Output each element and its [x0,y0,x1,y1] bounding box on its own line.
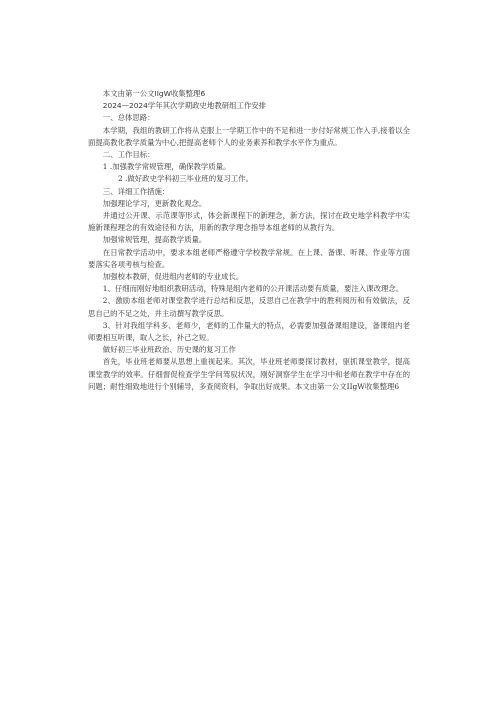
goal-item-2: 2 .做好政史学科初三毕业班的复习工作。 [118,174,254,184]
goal-item-1: 1 .加强教学常规管理，确保教学质量。 [102,162,231,172]
measure-paragraph: 做好初三毕业班政治、历史课的复习工作 [102,345,236,355]
measure-paragraph: 在日常教学活动中，要求本组老师严格遵守学校教学常规。在上课、备课、听课、作业等方面要落实各项考核与检查。 [88,247,410,269]
measure-paragraph: 并通过公开课、示范课等形式，体会新课程下的新理念，新方法，探讨在政史地学科教学中实施新课程理念的有效途径和方法，用新的教学理念指导本组老师的从教行为。 [88,211,410,233]
measure-paragraph: 首先，毕业班老师要从思想上重视起来。其次，毕业班老师要探讨教材，驱抓课堂教学，提高课堂教学的效率。仔细督促检查学生学问驾驭状况，刚好洞察学生在学习中和老师在教学中存在的问题；耐性细致地进行个别辅导，多查阅资料，争取出好成果。本文由第一公文IIgW收集整理6 [88,357,410,391]
document-page [88,88,410,393]
document-title: 2024—2024学年其次学期政史地教研组工作安排 [102,101,267,111]
section-3-heading: 三、详细工作措施： [102,186,170,196]
header-note: 本文由第一公文IIgW收集整理6 [102,89,206,98]
section-1-body: 本学期，我组的教研工作将从克服上一学期工作中的不足和进一步付好常规工作入手,接着以全面提高教化教学质量为中心,把提高老师个人的业务素养和教学水平作为重点。 [88,125,410,147]
measure-paragraph: 1、仔细而刚好地组织教研活动，特殊是组内老师的公开课活动要有质量，要注入课改理念。 [102,284,404,294]
section-2-heading: 二、工作目标： [102,150,155,160]
section-1-heading: 一、总体思路： [102,113,155,123]
measure-paragraph: 加强校本教研，促进组内老师的专业成长。 [102,272,244,282]
measure-paragraph: 加强理论学习，更新教化观念。 [102,198,207,208]
measure-paragraph: 加强常规管理，提高教学质量。 [102,235,207,245]
measure-paragraph: 2、激励本组老师对课堂教学进行总结和反思，反思自己在教学中的胜利阅历和有效做法，反思自己的不足之处，并主动撰写教学反思。 [88,296,410,318]
measure-paragraph: 3、针对我组学科多、老师少，老师的工作量大的特点，必需要加强备课组建设，备课组内老师要相互听课，取人之长，补己之短。 [88,320,410,343]
